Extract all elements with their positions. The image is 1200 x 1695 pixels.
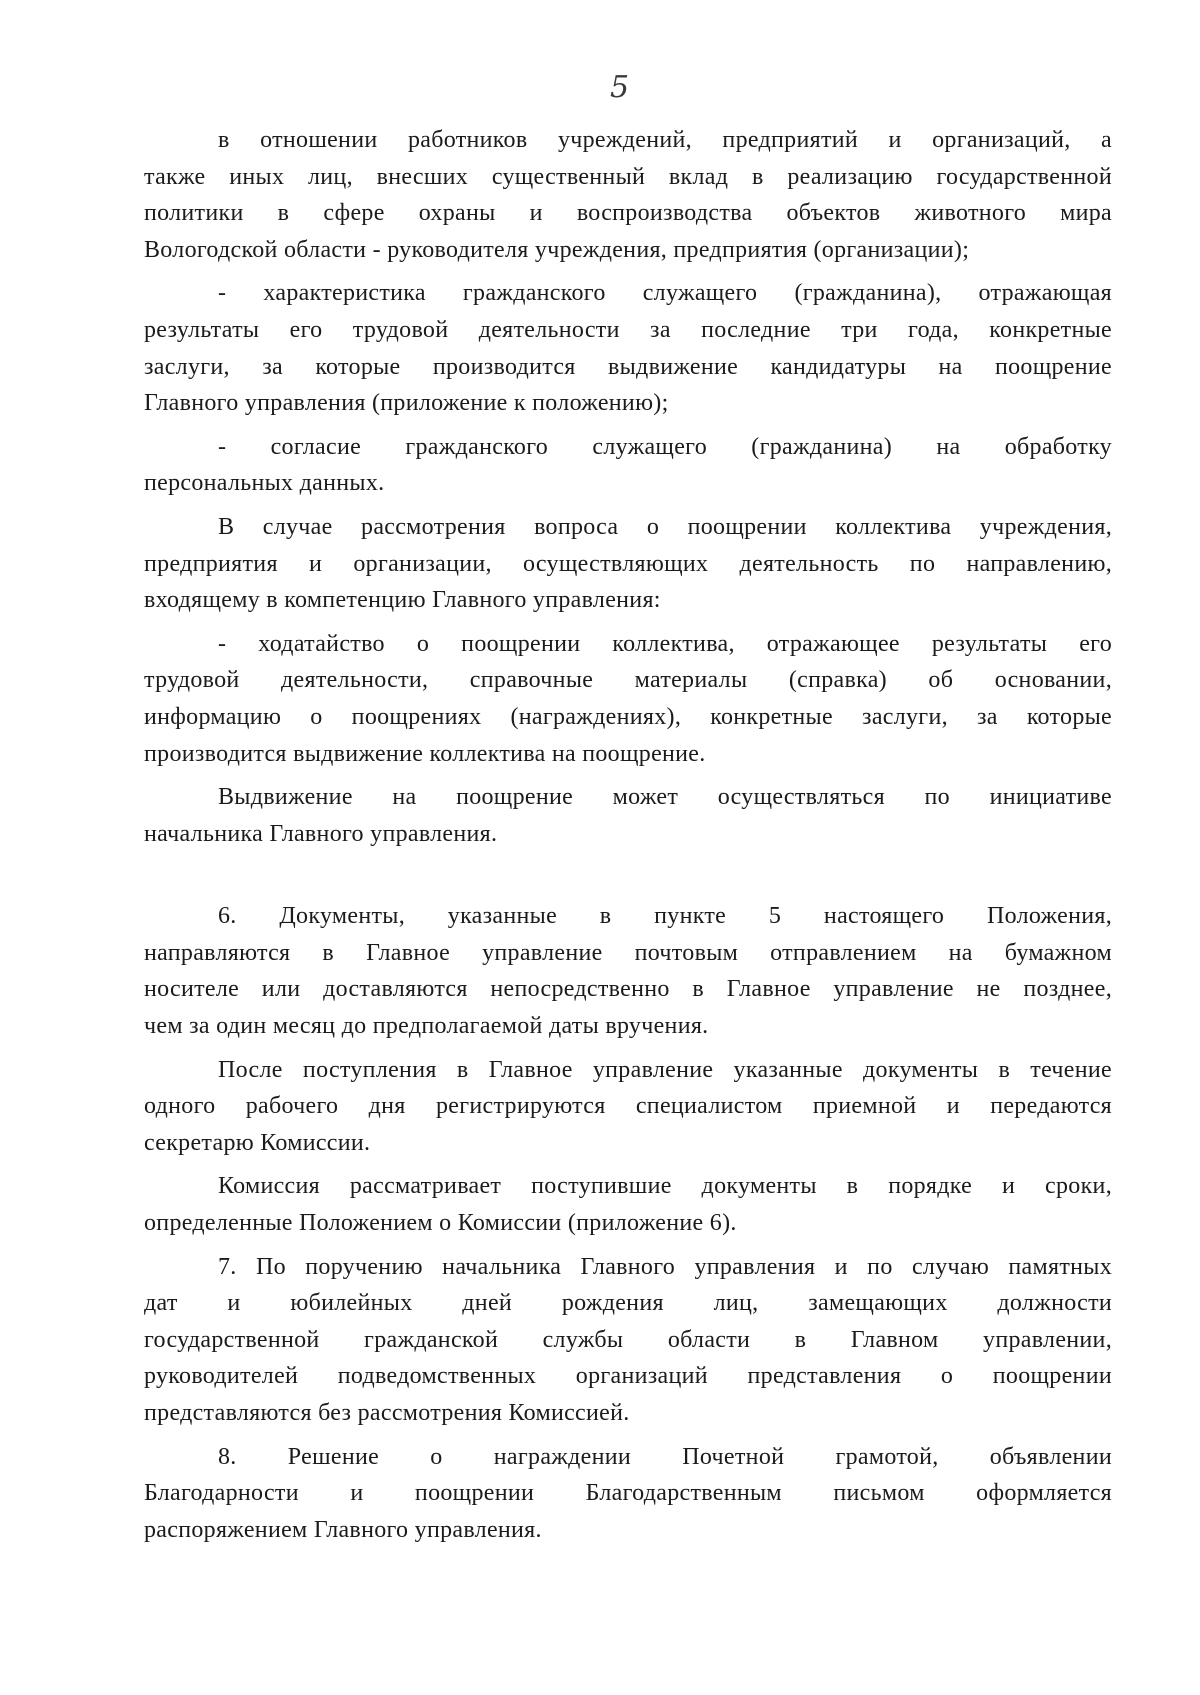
text-line: секретарю Комиссии. bbox=[144, 1129, 371, 1156]
paragraph-p6-initiative bbox=[144, 779, 1112, 852]
paragraph-p3-consent bbox=[144, 429, 1112, 502]
text-line: также иных лиц, внесших существенный вклад в реализацию государственной bbox=[144, 163, 1112, 190]
text-line: определенные Положением о Комиссии (приложение 6). bbox=[144, 1210, 737, 1237]
text-line: В случае рассмотрения вопроса о поощрении коллектива учреждения, bbox=[218, 513, 1112, 540]
text-line: результаты его трудовой деятельности за последние три года, конкретные bbox=[144, 316, 1112, 343]
text-line: носителе или доставляются непосредственно в Главное управление не позднее, bbox=[144, 976, 1112, 1003]
text-line: 8. Решение о награждении Почетной грамотой, объявлении bbox=[218, 1443, 1112, 1470]
text-line: 6. Документы, указанные в пункте 5 настоящего Положения, bbox=[218, 903, 1112, 930]
text-line: входящему в компетенцию Главного управления: bbox=[144, 587, 661, 614]
document-body bbox=[144, 122, 1112, 1548]
text-line: После поступления в Главное управление указанные документы в течение bbox=[218, 1056, 1112, 1083]
paragraph-p9-commission bbox=[144, 1168, 1112, 1241]
text-line: Главного управления (приложение к положению); bbox=[144, 390, 669, 417]
text-line: - характеристика гражданского служащего (гражданина), отражающая bbox=[218, 280, 1112, 307]
paragraph-p11-item8 bbox=[144, 1439, 1112, 1549]
text-line: направляются в Главное управление почтовым отправлением на бумажном bbox=[144, 939, 1112, 966]
text-line: одного рабочего дня регистрируются специалистом приемной и передаются bbox=[144, 1093, 1112, 1120]
text-line: предприятия и организации, осуществляющих деятельность по направлению, bbox=[144, 550, 1112, 577]
paragraph-p8-registration bbox=[144, 1052, 1112, 1162]
text-line: представляются без рассмотрения Комиссией. bbox=[144, 1400, 630, 1426]
text-line: Комиссия рассматривает поступившие документы в порядке и сроки, bbox=[218, 1173, 1112, 1200]
text-line: персональных данных. bbox=[144, 470, 385, 497]
text-line: информацию о поощрениях (награждениях), конкретные заслуги, за которые bbox=[144, 703, 1112, 730]
text-line: политики в сфере охраны и воспроизводства объектов животного мира bbox=[144, 200, 1112, 227]
text-line: Выдвижение на поощрение может осуществляться по инициативе bbox=[218, 784, 1112, 811]
text-line: в отношении работников учреждений, предприятий и организаций, а bbox=[218, 127, 1112, 153]
text-line: руководителей подведомственных организаций представления о поощрении bbox=[144, 1363, 1112, 1390]
text-line: Вологодской области - руководителя учреждения, предприятия (организации); bbox=[144, 236, 970, 263]
text-line: государственной гражданской службы области в Главном управлении, bbox=[144, 1326, 1112, 1353]
text-line: - ходатайство о поощрении коллектива, отражающее результаты его bbox=[218, 630, 1112, 657]
page-number: 5 bbox=[610, 70, 630, 105]
text-line: трудовой деятельности, справочные материалы (справка) об основании, bbox=[144, 667, 1112, 694]
text-line: дат и юбилейных дней рождения лиц, замещающих должности bbox=[144, 1290, 1112, 1317]
text-line: производится выдвижение коллектива на поощрение. bbox=[144, 740, 706, 767]
text-line: заслуги, за которые производится выдвижение кандидатуры на поощрение bbox=[144, 353, 1112, 380]
text-line: начальника Главного управления. bbox=[144, 820, 498, 847]
text-line: - согласие гражданского служащего (гражданина) на обработку bbox=[218, 433, 1112, 460]
paragraph-p2-characteristic bbox=[144, 275, 1112, 421]
paragraph-p7-item6 bbox=[144, 898, 1112, 1044]
paragraph-p4-collective bbox=[144, 509, 1112, 619]
paragraph-p5-petition bbox=[144, 626, 1112, 772]
text-line: Благодарности и поощрении Благодарственным письмом оформляется bbox=[144, 1480, 1112, 1507]
text-line: распоряжением Главного управления. bbox=[144, 1516, 542, 1543]
text-line: 7. По поручению начальника Главного управления и по случаю памятных bbox=[218, 1253, 1112, 1280]
paragraph-p1-continuation bbox=[144, 122, 1112, 268]
paragraph-p10-item7 bbox=[144, 1249, 1112, 1432]
text-line: чем за один месяц до предполагаемой даты вручения. bbox=[144, 1013, 709, 1040]
